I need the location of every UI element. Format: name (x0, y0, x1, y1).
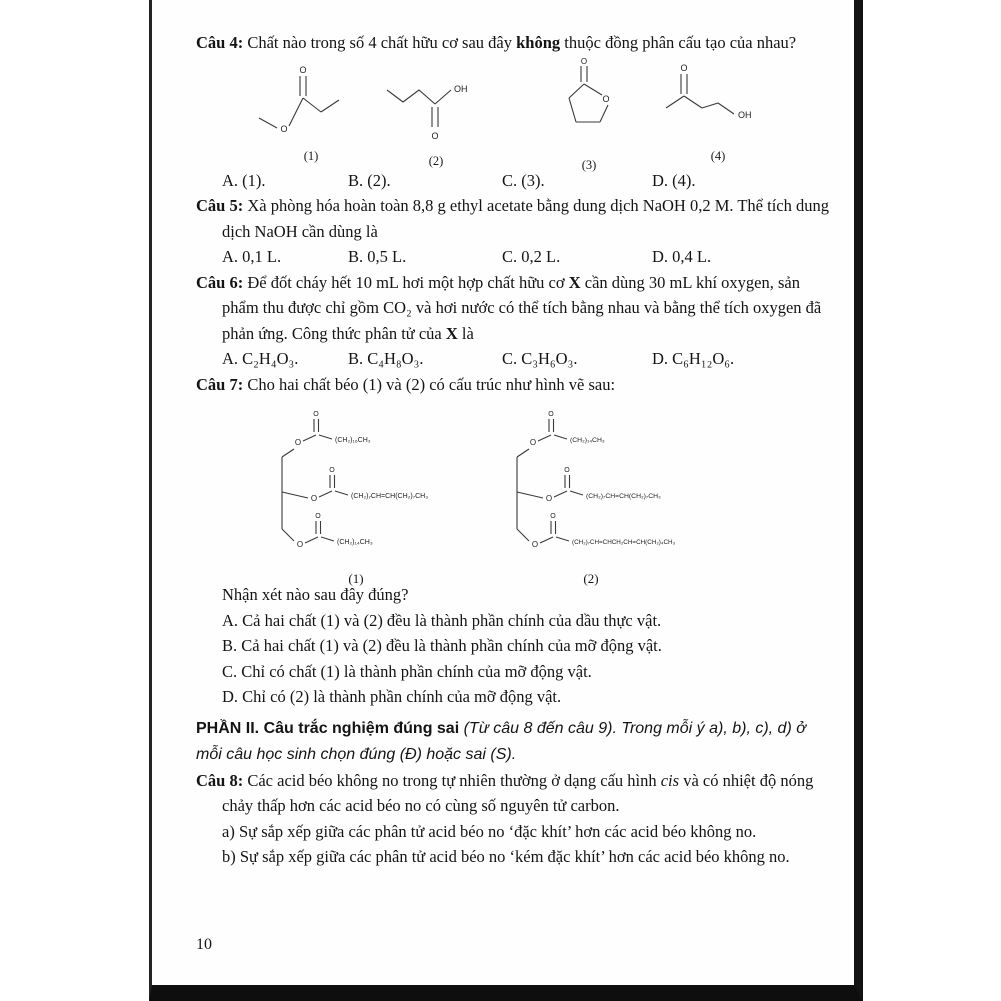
option-d: D. 0,4 L. (652, 247, 712, 266)
structure-2-label: (2) (428, 154, 444, 168)
question-6-options (222, 346, 830, 372)
fat-2-diagram (501, 397, 736, 563)
oxygen-atom-label: O (602, 93, 610, 104)
structure-1-label: (1) (303, 149, 319, 163)
question-7 (196, 372, 830, 398)
structure-4 (658, 62, 778, 164)
fatty-chain-formula: (CH₂)₇CH=CH(CH₂)₇CH₃ (586, 493, 661, 500)
structure-3-label: (3) (581, 158, 597, 172)
option-b: B. 0,5 L. (348, 247, 407, 266)
structure-4-diagram (658, 62, 778, 142)
structure-2-diagram (381, 62, 491, 147)
option-a: A. 0,1 L. (222, 247, 282, 266)
part-2-header (196, 716, 830, 768)
option-a: A. (1). (222, 170, 266, 190)
oxygen-atom-label: O (680, 62, 688, 73)
option-b: B. C₄H₈O₃. (348, 349, 424, 368)
structure-2 (381, 62, 491, 169)
structure-1 (251, 62, 371, 164)
question-6-label: Câu 6: (196, 272, 244, 292)
fatty-chain-formula: (CH₂)₁₄CH₃ (570, 437, 605, 444)
question-7-text: Cho hai chất béo (1) và (2) có cấu trúc như hình vẽ sau: (247, 374, 616, 394)
part-2-title: PHẦN II. Câu trắc nghiệm đúng sai (196, 719, 464, 737)
statement-b: b) Sự sắp xếp giữa các phân tử acid béo no ‘kém đặc khít’ hơn các acid béo không no. (222, 847, 790, 866)
question-5 (196, 193, 830, 244)
question-4-text: Chất nào trong số 4 chất hữu cơ sau đây (247, 33, 517, 52)
page-content (152, 0, 854, 985)
oxygen-atom-label: O (550, 513, 556, 520)
question-7-fat-diagrams (196, 397, 830, 586)
question-5-text: Xà phòng hóa hoàn toàn 8,8 g ethyl acetate bằng dung dịch NaOH 0,2 M. Thể tích dung dịch NaOH cần dùng là (222, 196, 829, 241)
question-4 (196, 30, 830, 56)
structure-3-diagram (544, 56, 634, 151)
oxygen-atom-label: O (529, 438, 537, 447)
structure-3 (544, 56, 634, 173)
question-4-structures (196, 56, 830, 172)
oxygen-atom-label: O (431, 130, 439, 141)
question-4-bold-word: không (516, 33, 561, 52)
oxygen-atom-label: O (548, 411, 554, 418)
option-d: D. (4). (652, 170, 696, 190)
structure-1-diagram (251, 62, 371, 142)
fatty-chain-formula: (CH₂)₁₆CH₃ (335, 437, 371, 444)
hydroxyl-group-label: OH (454, 83, 468, 94)
oxygen-atom-label: O (315, 513, 321, 520)
option-a: A. C₂H₄O₃. (222, 349, 299, 368)
fat-2-label: (2) (583, 570, 599, 586)
page-number: 10 (196, 935, 212, 953)
fatty-chain-formula: (CH₂)₇CH=CH(CH₂)₇CH₃ (351, 493, 429, 500)
oxygen-atom-label: O (299, 64, 307, 75)
question-6-text-end: là (457, 323, 474, 343)
oxygen-atom-label: O (296, 540, 304, 549)
fatty-chain-formula: (CH₂)₁₄CH₃ (337, 539, 373, 546)
question-8 (196, 768, 830, 819)
oxygen-atom-label: O (531, 540, 539, 549)
part-2-instructions: (Từ câu 8 đến câu 9). Trong mỗi ý a), b), c), d) ở mỗi câu học sinh chọn đúng (Đ) hoặc sai (S). (196, 719, 806, 763)
question-4-options (222, 168, 830, 194)
oxygen-atom-label: O (313, 411, 319, 418)
question-5-label: Câu 5: (196, 196, 244, 215)
book-page (149, 0, 863, 1001)
fatty-chain-formula: (CH₂)₇CH=CHCH₂CH=CH(CH₂)₄CH₃ (572, 539, 676, 546)
fat-1-label: (1) (348, 570, 364, 586)
option-a: A. Cả hai chất (1) và (2) đều là thành phần chính của dầu thực vật. (222, 610, 662, 630)
oxygen-atom-label: O (580, 56, 588, 66)
statement-a: a) Sự sắp xếp giữa các phân tử acid béo no ‘đặc khít’ hơn các acid béo không no. (222, 821, 757, 841)
question-7-prompt: Nhận xét nào sau đây đúng? (222, 585, 409, 604)
oxygen-atom-label: O (294, 438, 302, 447)
option-c: C. 0,2 L. (502, 247, 561, 266)
question-8-text-end: và có nhiệt độ nóng chảy thấp hơn các acid béo no có cùng số nguyên tử carbon. (222, 770, 814, 815)
question-6-text: Để đốt cháy hết 10 mL hơi một hợp chất hữu cơ (247, 272, 569, 292)
fat-1 (266, 397, 501, 586)
hydroxyl-group-label: OH (738, 109, 752, 120)
oxygen-atom-label: O (329, 467, 335, 474)
fat-1-diagram (266, 397, 501, 563)
question-8-label: Câu 8: (196, 770, 244, 790)
question-6 (196, 270, 830, 347)
compound-x: X (568, 272, 581, 292)
cis-term: cis (660, 770, 680, 790)
oxygen-atom-label: O (280, 123, 288, 134)
option-c: C. (3). (502, 170, 545, 190)
option-d: D. C₆H₁₂O₆. (652, 349, 735, 368)
option-c: C. C₃H₆O₃. (502, 349, 578, 368)
structure-4-label: (4) (710, 149, 726, 163)
fat-2 (501, 397, 736, 586)
question-4-text-end: thuộc đồng phân cấu tạo của nhau? (560, 33, 797, 52)
question-8-text: Các acid béo không no trong tự nhiên thường ở dạng cấu hình (247, 770, 661, 790)
question-5-options (222, 244, 830, 270)
oxygen-atom-label: O (310, 494, 318, 503)
option-b: B. (2). (348, 170, 391, 190)
compound-x: X (445, 323, 458, 343)
question-6-text-mid: cần dùng 30 mL khí oxygen, sản phẩm thu được chỉ gồm CO₂ và hơi nước có thể tích bằng nhau và bằng thể tích oxygen đã phản ứng. Công thức phân tử của (222, 272, 822, 343)
option-c: C. Chỉ có chất (1) là thành phần chính của mỡ động vật. (222, 661, 592, 681)
question-4-label: Câu 4: (196, 33, 244, 52)
oxygen-atom-label: O (545, 494, 553, 503)
question-7-label: Câu 7: (196, 374, 244, 394)
oxygen-atom-label: O (564, 467, 570, 474)
option-b: B. Cả hai chất (1) và (2) đều là thành phần chính của mỡ động vật. (222, 636, 662, 655)
option-d: D. Chỉ có (2) là thành phần chính của mỡ động vật. (222, 687, 562, 706)
